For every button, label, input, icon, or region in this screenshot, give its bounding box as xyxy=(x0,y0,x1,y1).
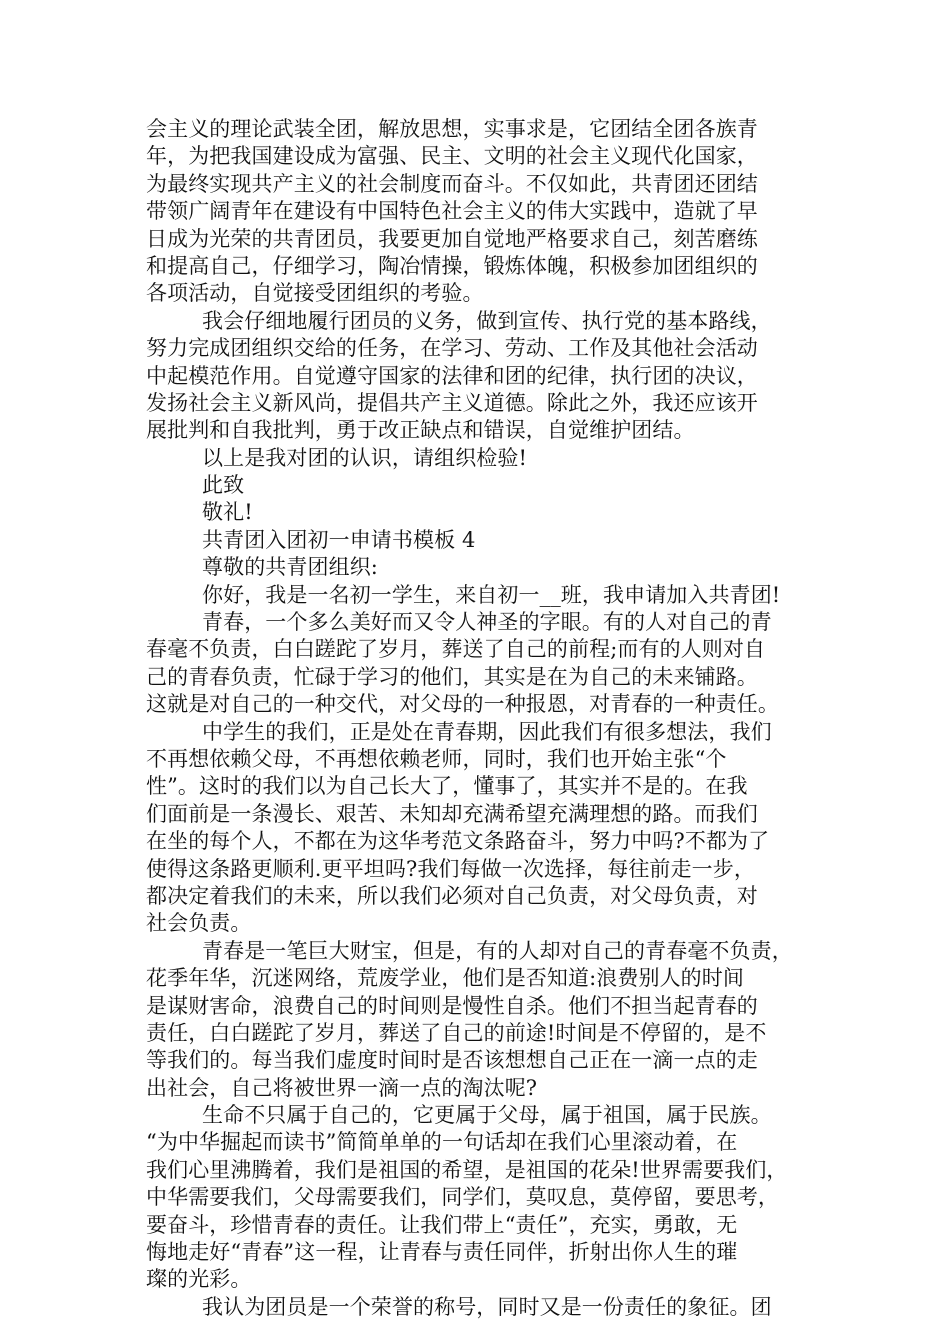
text-line: 己的青春负责，忙碌于学习的他们，其实是在为自己的未来铺路。 xyxy=(146,664,758,689)
text-line: 你好，我是一名初一学生，来自初一__班，我申请加入共青团! xyxy=(202,582,781,607)
text-line: 年，为把我国建设成为富强、民主、文明的社会主义现代化国家， xyxy=(146,144,758,169)
text-line: 我们心里沸腾着，我们是祖国的希望，是祖国的花朵!世界需要我们， xyxy=(146,1157,788,1182)
text-line: 和提高自己，仔细学习，陶冶情操，锻炼体魄，积极参加团组织的 xyxy=(146,253,758,278)
text-line: 生命不只属于自己的，它更属于父母，属于祖国，属于民族。 xyxy=(202,1103,772,1128)
text-line: 使得这条路更顺利.更平坦吗?我们每做一次选择，每往前走一步， xyxy=(146,856,755,881)
text-line: 悔地走好“青春”这一程，让青春与责任同伴，折射出你人生的璀 xyxy=(146,1240,738,1265)
text-line: 各项活动，自觉接受团组织的考验。 xyxy=(146,281,484,306)
text-line: 是谋财害命，浪费自己的时间则是慢性自杀。他们不担当起青春的 xyxy=(146,993,758,1018)
text-line: 青春是一笔巨大财宝，但是，有的人却对自己的青春毫不负责， xyxy=(202,938,793,963)
text-line: 我会仔细地履行团员的义务，做到宣传、执行党的基本路线， xyxy=(202,308,772,333)
text-line: 中华需要我们，父母需要我们，同学们，莫叹息，莫停留，要思考， xyxy=(146,1185,779,1210)
text-line: 要奋斗，珍惜青春的责任。让我们带上“责任”，充实，勇敢，无 xyxy=(146,1212,738,1237)
text-line: 性”。这时的我们以为自己长大了，懂事了，其实并不是的。在我 xyxy=(146,774,748,799)
text-line: 展批判和自我批判，勇于改正缺点和错误，自觉维护团结。 xyxy=(146,418,695,443)
text-line: 此致 xyxy=(202,473,245,498)
text-line: 青春，一个多么美好而又令人神圣的字眼。有的人对自己的青 xyxy=(202,610,772,635)
text-line: 会主义的理论武装全团，解放思想，实事求是，它团结全团各族青 xyxy=(146,117,758,141)
text-line: 为最终实现共产主义的社会制度而奋斗。不仅如此，共青团还团结 xyxy=(146,171,758,196)
text-line: 社会负责。 xyxy=(146,911,252,936)
text-line: 带领广阔青年在建设有中国特色社会主义的伟大实践中，造就了早 xyxy=(146,199,758,224)
text-line: 尊敬的共青团组织: xyxy=(202,555,378,580)
text-line: 日成为光荣的共青团员，我要更加自觉地严格要求自己，刻苦磨练 xyxy=(146,226,758,251)
text-line: 这就是对自己的一种交代，对父母的一种报恩，对青春的一种责任。 xyxy=(146,692,779,717)
text-line: 花季年华，沉迷网络，荒废学业，他们是否知道:浪费别人的时间 xyxy=(146,966,744,991)
text-line: 以上是我对团的认识，请组织检验! xyxy=(202,445,528,470)
text-line: 中起模范作用。自觉遵守国家的法律和团的纪律，执行团的决议， xyxy=(146,363,758,388)
text-line: “为中华掘起而读书”简简单单的一句话却在我们心里滚动着，在 xyxy=(146,1130,738,1155)
text-line: 努力完成团组织交给的任务，在学习、劳动、工作及其他社会活动 xyxy=(146,336,758,361)
text-line: 璨的光彩。 xyxy=(146,1267,252,1292)
text-line: 敬礼! xyxy=(202,500,253,525)
text-line: 发扬社会主义新风尚，提倡共产主义道德。除此之外，我还应该开 xyxy=(146,390,758,415)
text-line: 不再想依赖父母，不再想依赖老师，同时，我们也开始主张“个 xyxy=(146,746,727,771)
text-line: 们面前是一条漫长、艰苦、未知却充满希望充满理想的路。而我们 xyxy=(146,801,758,826)
text-line: 责任，白白蹉跎了岁月，葬送了自己的前途!时间是不停留的，是不 xyxy=(146,1020,767,1045)
text-line: 共青团入团初一申请书模板 4 xyxy=(202,527,476,552)
text-line: 我认为团员是一个荣誉的称号，同时又是一份责任的象征。团 xyxy=(202,1294,772,1319)
text-line: 春毫不负责，白白蹉跎了岁月，葬送了自己的前程;而有的人则对自 xyxy=(146,637,766,662)
text-line: 出社会，自己将被世界一滴一点的淘汰呢? xyxy=(146,1075,538,1100)
document-page xyxy=(146,116,826,1321)
text-line: 在坐的每个人，不都在为这华考范文条路奋斗，努力中吗?不都为了 xyxy=(146,829,770,854)
text-line: 都决定着我们的未来，所以我们必须对自己负责，对父母负责，对 xyxy=(146,883,758,908)
text-line: 中学生的我们，正是处在青春期，因此我们有很多想法，我们 xyxy=(202,719,772,744)
text-line: 等我们的。每当我们虚度时间时是否该想想自己正在一滴一点的走 xyxy=(146,1048,758,1073)
